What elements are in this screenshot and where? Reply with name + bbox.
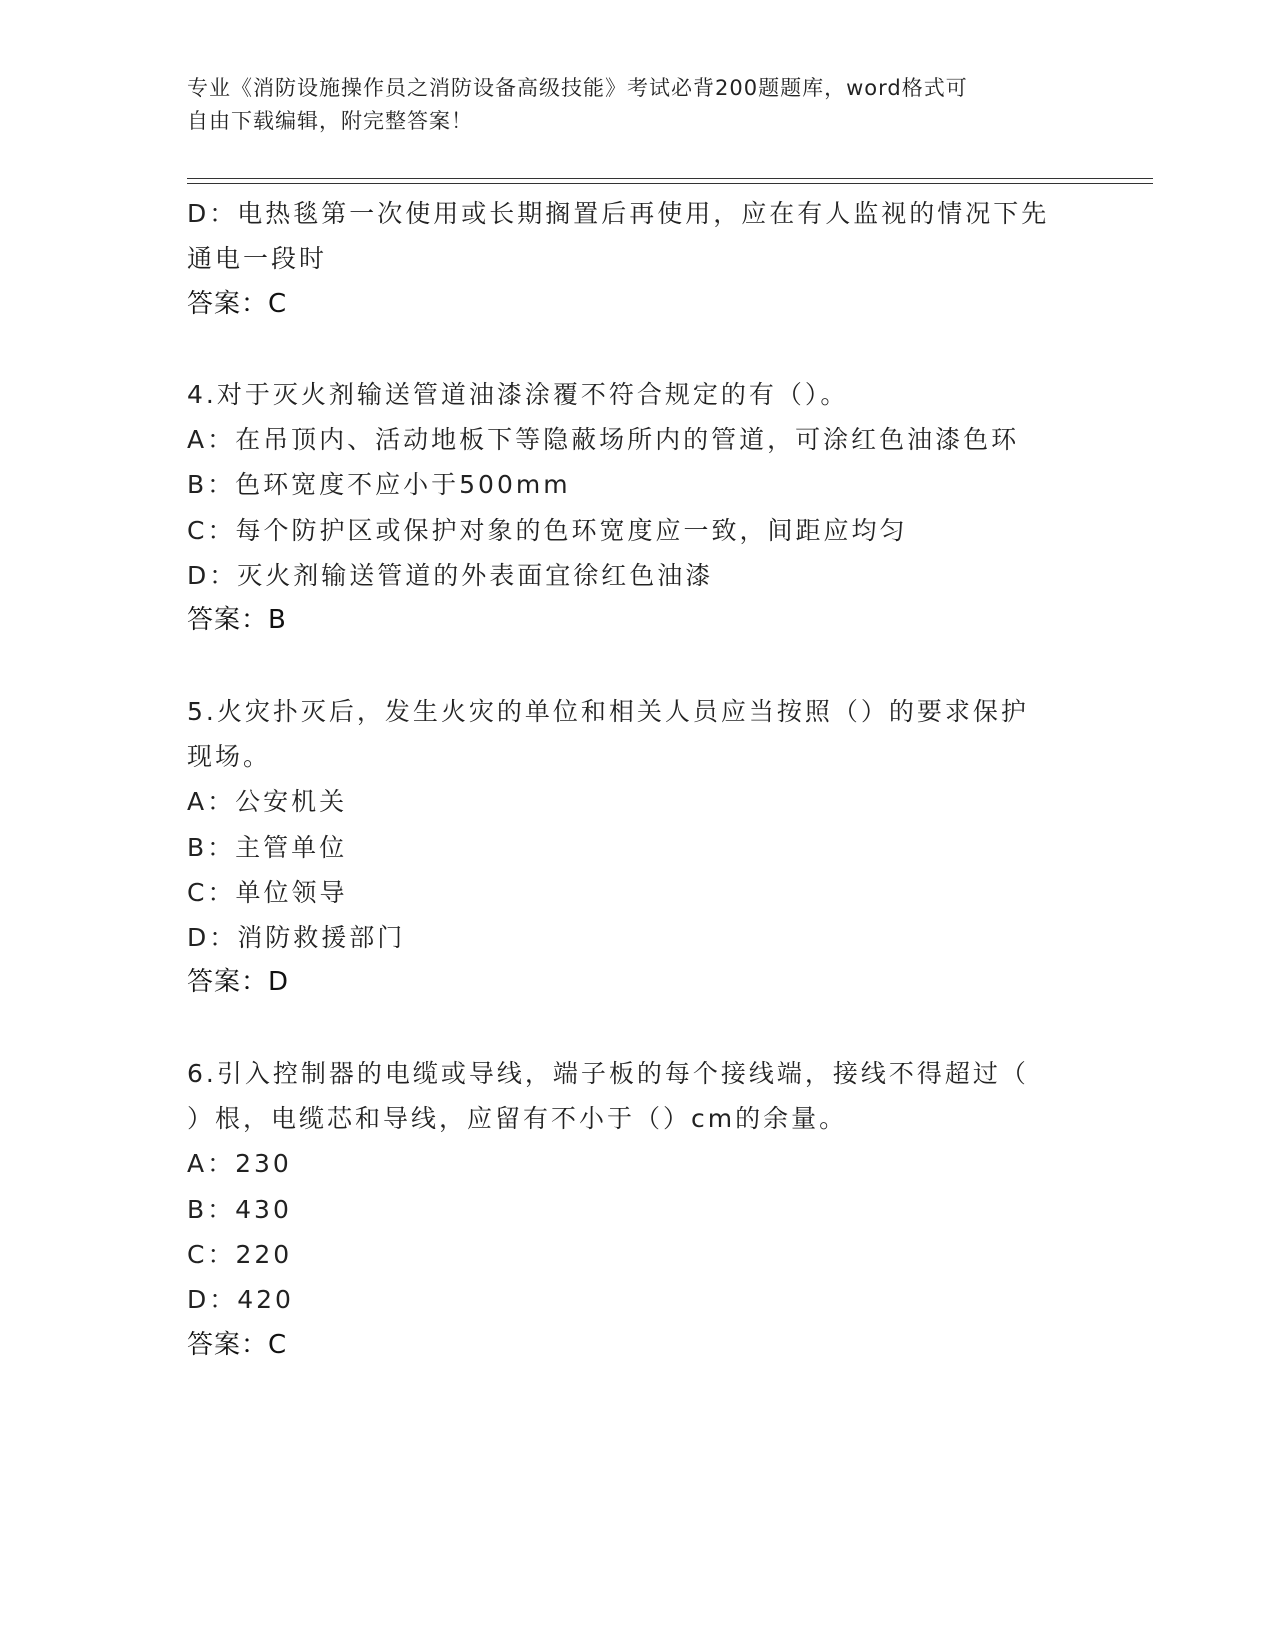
answer-line: 答案：C [187,1329,288,1360]
header-line-2: 自由下载编辑，附完整答案！ [187,109,473,133]
document-header [187,72,1067,138]
option-c: C：220 [187,1239,293,1269]
header-divider-top [187,178,1153,179]
option-d: D：灭火剂输送管道的外表面宜徐红色油漆 [187,561,714,591]
spacer [187,644,1087,689]
option-d-continued: 通电一段时 [187,244,328,274]
question-stem: 6.引入控制器的电缆或导线，端子板的每个接线端，接线不得超过（ [187,1058,1029,1088]
question-stem-continued: ）根，电缆芯和导线，应留有不小于（）cm的余量。 [187,1104,848,1134]
option-d: D：消防救援部门 [187,923,406,953]
question-stem: 4.对于灭火剂输送管道油漆涂覆不符合规定的有（）。 [187,379,849,409]
option-c: C：每个防护区或保护对象的色环宽度应一致，间距应均匀 [187,515,908,545]
answer-line: 答案：C [187,288,288,319]
option-a: A：在吊顶内、活动地板下等隐蔽场所内的管道，可涂红色油漆色环 [187,425,1020,455]
option-b: B：主管单位 [187,832,348,862]
option-a: A：公安机关 [187,787,348,817]
option-b: B：430 [187,1194,292,1224]
question-stem: 5.火灾扑灭后，发生火灾的单位和相关人员应当按照（）的要求保护 [187,696,1029,726]
option-d: D：420 [187,1285,294,1315]
header-line-1: 专业《消防设施操作员之消防设备高级技能》考试必背200题题库，word格式可 [187,76,968,100]
option-b: B：色环宽度不应小于500mm [187,470,571,500]
header-divider-bottom [187,183,1153,184]
option-a: A：230 [187,1149,292,1179]
question-list [187,191,1087,1368]
option-d: D：电热毯第一次使用或长期搁置后再使用，应在有人监视的情况下先 [187,199,1050,228]
answer-line: 答案：D [187,967,290,998]
answer-line: 答案：B [187,605,287,636]
question-4 [187,372,1087,644]
question-5 [187,689,1087,1006]
question-continuation [187,191,1087,327]
question-stem-continued: 现场。 [187,741,272,771]
question-6 [187,1051,1087,1368]
spacer [187,1006,1087,1051]
option-c: C：单位领导 [187,877,348,907]
spacer [187,327,1087,372]
